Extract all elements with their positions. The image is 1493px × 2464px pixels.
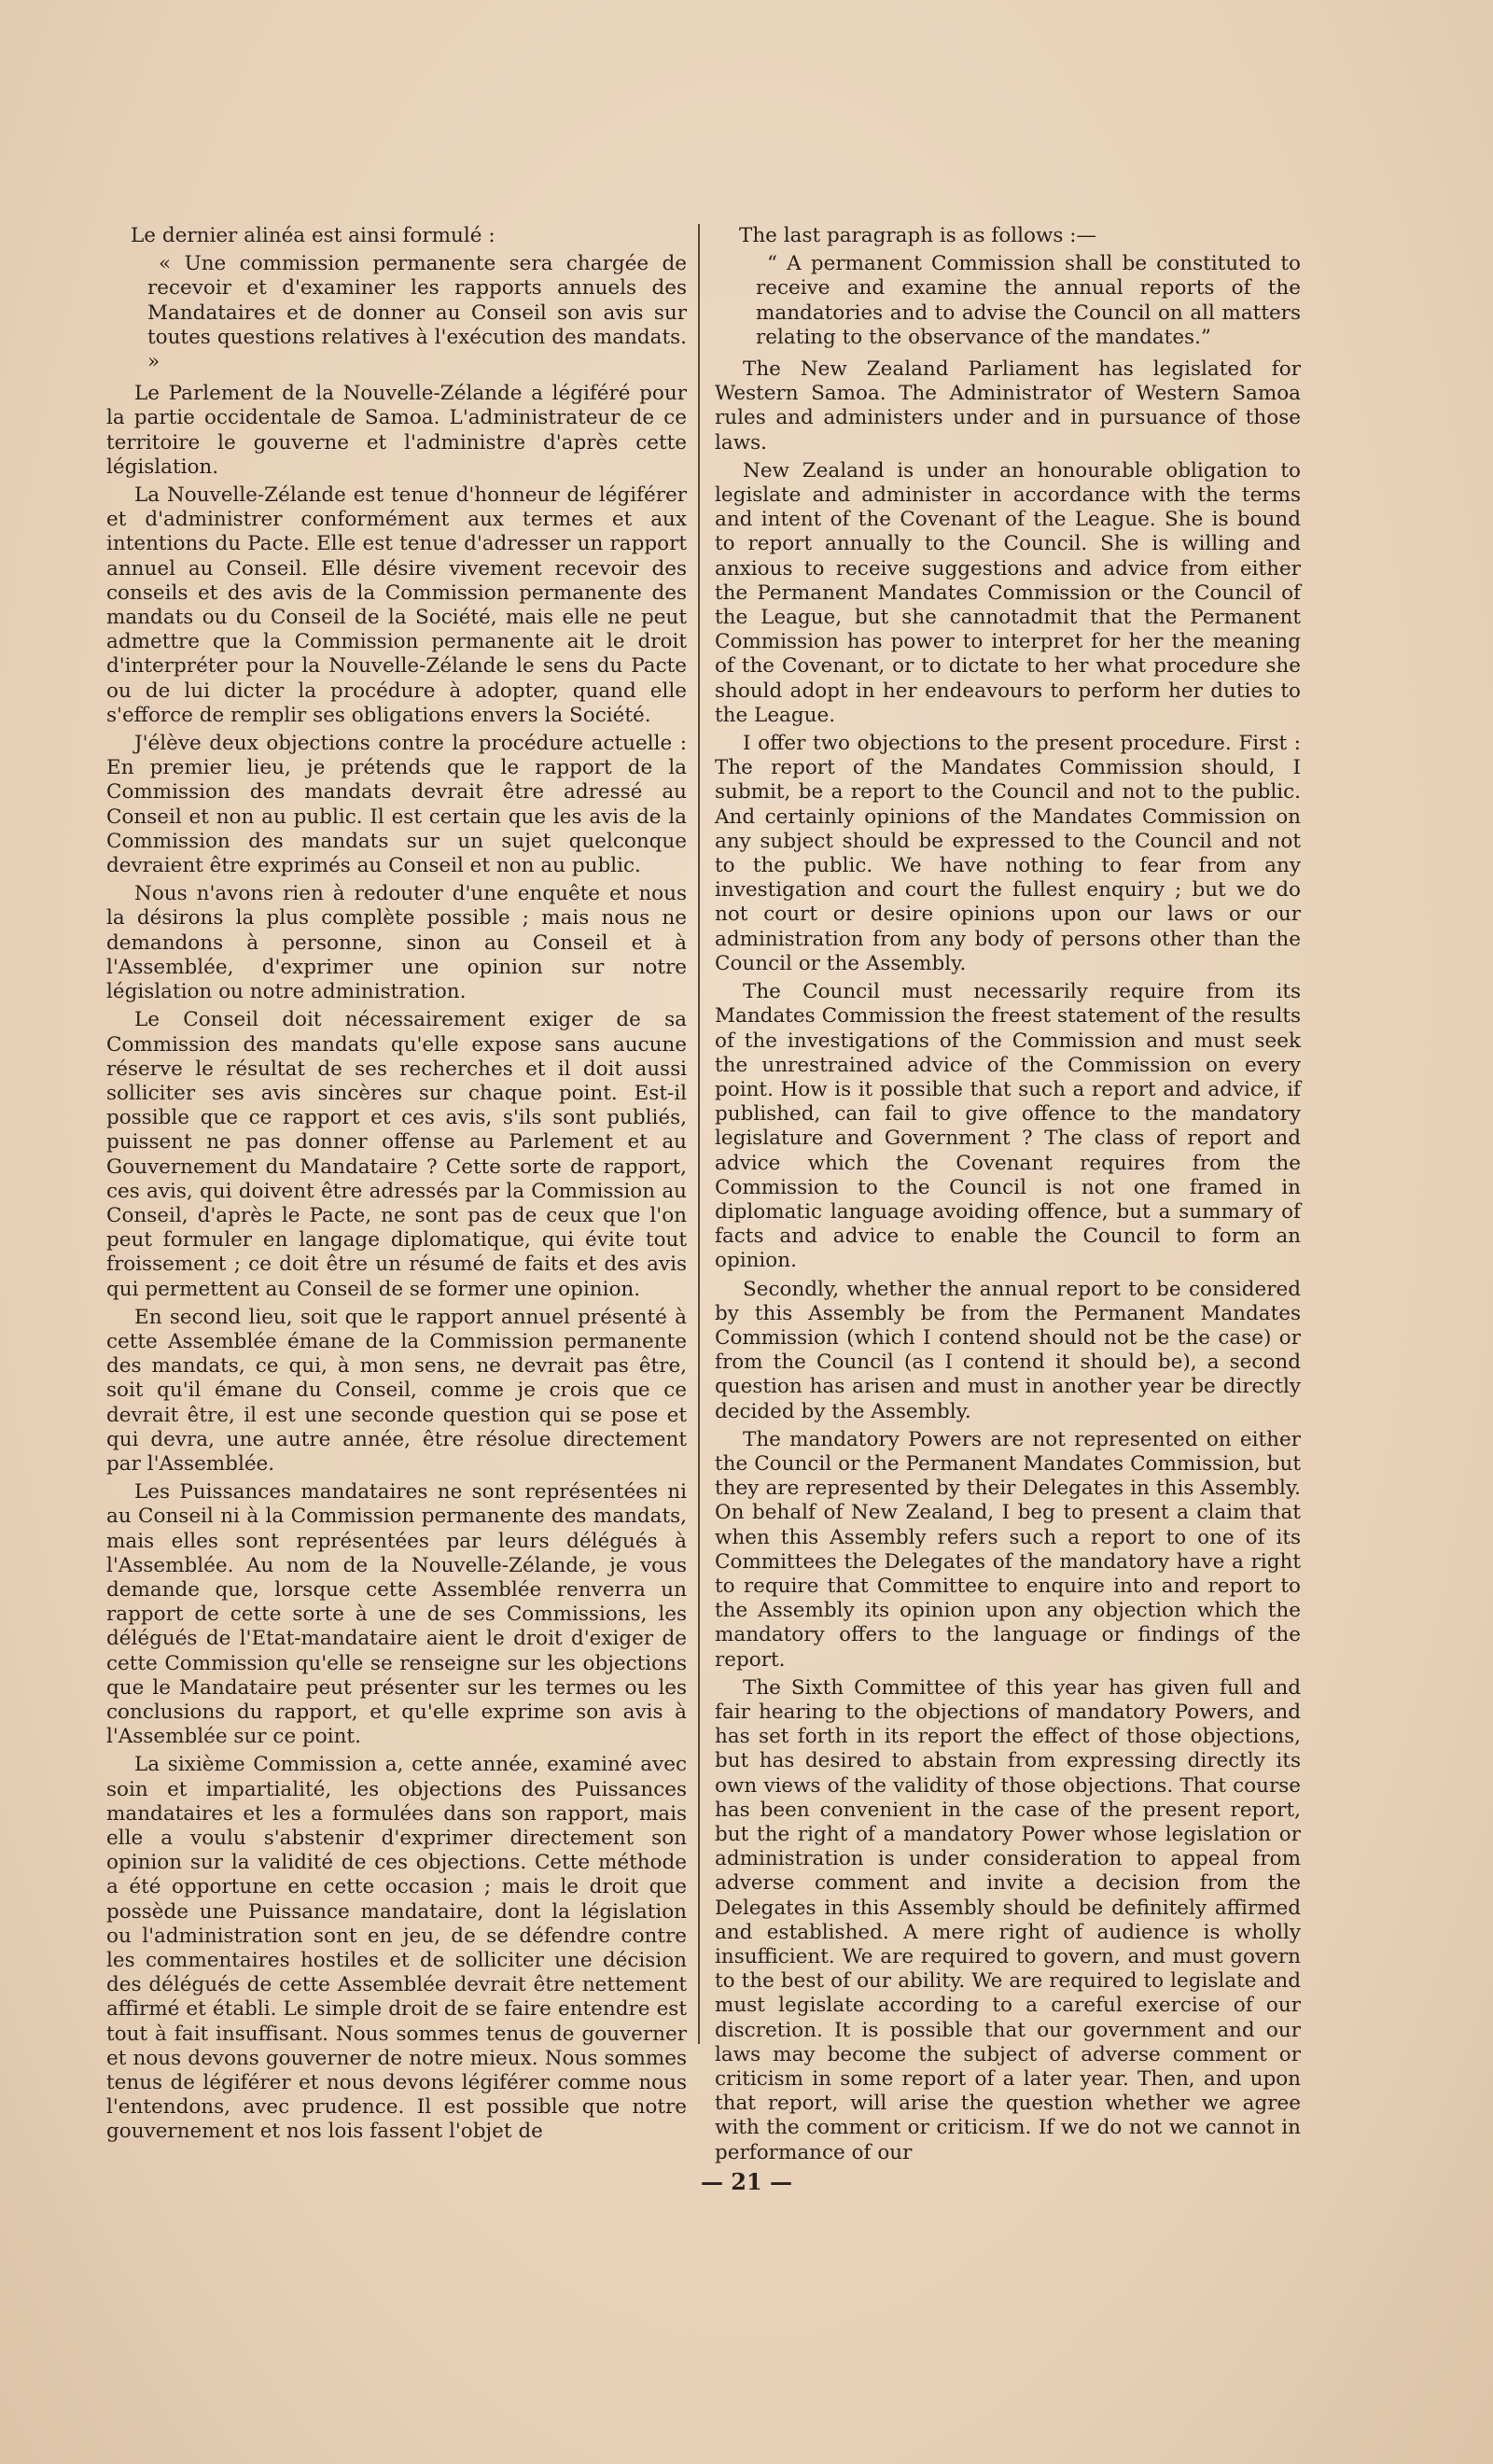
french-paragraph: Le Conseil doit nécessairement exiger de sa Commission des mandats qu'elle expose sans aucune réserve le résultat de ses recherches et il doit aussi solliciter ses avis sincères sur chaque point. Est-il possible que ce rapport et ces avis, s'ils sont publiés, puissent ne pas donner offense au Parlement et au Gouvernement du Mandataire ? Cette sorte de rapport, ces avis, qui doivent être adressés par la Commission au Conseil, d'après le Pacte, ne sont pas de ceux que l'on peut formuler en langage diplomatique, qui évite tout froissement ; ce doit être un résumé de faits et des avis qui permettent au Conseil de se former une opinion.	[106, 1008, 687, 1301]
english-paragraph: I offer two objections to the present procedure. First : The report of the Mandates Commission should, I submit, be a report to the Council and not to the public. And certainly opinions of the Mandates Commission on any subject should be expressed to the Council and not to the public. We have nothing to fear from any investigation and court the fullest enquiry ; but we do not court or desire opinions upon our laws or our administration from any body of persons other than the Council or the Assembly.	[715, 732, 1301, 975]
french-paragraph: Le Parlement de la Nouvelle-Zélande a légiféré pour la partie occidentale de Samoa. L'administrateur de ce territoire le gouverne et l'administre d'après cette législation.	[106, 382, 687, 479]
english-paragraph: Secondly, whether the annual report to be considered by this Assembly be from the Permanent Mandates Commission (which I contend should not be the case) or from the Council (as I contend it should be), a second question has arisen and must in another year be directly decided by the Assembly.	[715, 1277, 1301, 1423]
english-paragraph: The New Zealand Parliament has legislated for Western Samoa. The Administrator of Western Samoa rules and administers under and in pursuance of those laws.	[715, 357, 1301, 455]
french-column	[106, 224, 687, 2149]
french-quote: « Une commission permanente sera chargée de recevoir et d'examiner les rapports annuels des Mandataires et de donner au Conseil son avis sur toutes questions relatives à l'exécution des mandats. »	[147, 252, 687, 374]
french-paragraph: J'élève deux objections contre la procédure actuelle : En premier lieu, je prétends que le rapport de la Commission des mandats devrait être adressé au Conseil et non au public. Il est certain que les avis de la Commission des mandats sur un sujet quelconque devraient être exprimés au Conseil et non au public.	[106, 732, 687, 878]
english-quote: “ A permanent Commission shall be constituted to receive and examine the annual reports of the mandatories and to advise the Council on all matters relating to the observance of the mandates.”	[756, 252, 1301, 349]
english-paragraph: The Council must necessarily require from its Mandates Commission the freest statement of the results of the investigations of the Commission and must seek the unrestrained advice of the Commission on every point. How is it possible that such a report and advice, if published, can fail to give offence to the mandatory legislature and Government ? The class of report and advice which the Covenant requires from the Commission to the Council is not one framed in diplomatic language avoiding offence, but a summary of facts and advice to enable the Council to form an opinion.	[715, 980, 1301, 1273]
french-paragraph: Les Puissances mandataires ne sont représentées ni au Conseil ni à la Commission permanente des mandats, mais elles sont représentées par leurs délégués à l'Assemblée. Au nom de la Nouvelle-Zélande, je vous demande que, lorsque cette Assemblée renverra un rapport de cette sorte à une de ses Commissions, les délégués de l'Etat-mandataire aient le droit d'exiger de cette Commission qu'elle se renseigne sur les objections que le Mandataire peut présenter sur les termes ou les conclusions du rapport, et qu'elle exprime son avis à l'Assemblée sur ce point.	[106, 1480, 687, 1749]
french-paragraph: La Nouvelle-Zélande est tenue d'honneur de légiférer et d'administrer conformément aux termes et aux intentions du Pacte. Elle est tenue d'adresser un rapport annuel au Conseil. Elle désire vivement recevoir des conseils et des avis de la Commission permanente des mandats ou du Conseil de la Société, mais elle ne peut admettre que la Commission permanente ait le droit d'interpréter pour la Nouvelle-Zélande le sens du Pacte ou de lui dicter la procédure à adopter, quand elle s'efforce de remplir ses obligations envers la Société.	[106, 483, 687, 727]
english-intro: The last paragraph is as follows :—	[739, 224, 1096, 247]
french-paragraph: Nous n'avons rien à redouter d'une enquête et nous la désirons la plus complète possible ; mais nous ne demandons à personne, sinon au Conseil et à l'Assemblée, d'exprimer une opinion sur notre législation ou notre administration.	[106, 882, 687, 1004]
french-intro: Le dernier alinéa est ainsi formulé :	[131, 224, 495, 247]
english-column	[715, 224, 1301, 2169]
french-paragraph: La sixième Commission a, cette année, examiné avec soin et impartialité, les objections des Puissances mandataires et les a formulées dans son rapport, mais elle a voulu s'abstenir d'exprimer directement son opinion sur la validité de ces objections. Cette méthode a été opportune en cette occasion ; mais le droit que possède une Puissance mandataire, dont la législation ou l'administration sont en jeu, de se défendre contre les commentaires hostiles et de solliciter une décision des délégués de cette Assemblée devrait être nettement affirmé et établi. Le simple droit de se faire entendre est tout à fait insuffisant. Nous sommes tenus de gouverner et nous devons gouverner de notre mieux. Nous sommes tenus de légiférer et nous devons légiférer comme nous l'entendons, avec prudence. Il est possible que notre gouvernement et nos lois fassent l'objet de	[106, 1753, 687, 2144]
page-number: — 21 —	[700, 2168, 793, 2195]
english-paragraph: New Zealand is under an honourable obligation to legislate and administer in accordance with the terms and intent of the Covenant of the League. She is bound to report annually to the Council. She is willing and anxious to receive suggestions and advice from either the Permanent Mandates Commission or the Council of the League, but she cannotadmit that the Permanent Commission has power to interpret for her the meaning of the Covenant, or to dictate to her what procedure she should adopt in her endeavours to perform her duties to the League.	[715, 458, 1301, 727]
english-paragraph: The mandatory Powers are not represented on either the Council or the Permanent Mandates Commission, but they are represented by their Delegates in this Assembly. On behalf of New Zealand, I beg to present a claim that when this Assembly refers such a report to one of its Committees the Delegates of the mandatory have a right to require that Committee to enquire into and report to the Assembly its opinion upon any objection which the mandatory offers to the language or findings of the report.	[715, 1427, 1301, 1672]
english-paragraph: The Sixth Committee of this year has given full and fair hearing to the objections of mandatory Powers, and has set forth in its report the effect of those objections, but has desired to abstain from expressing directly its own views of the validity of those objections. That course has been convenient in the case of the present report, but the right of a mandatory Power whose legislation or administration is under consideration to appeal from adverse comment and invite a decision from the Delegates in this Assembly should be definitely affirmed and established. A mere right of audience is wholly insufficient. We are required to govern, and must govern to the best of our ability. We are required to legislate and must legislate according to a careful exercise of our discretion. It is possible that our government and our laws may become the subject of adverse comment or criticism in some report of a later year. Then, and upon that report, will arise the question whether we agree with the comment or criticism. If we do not we cannot in performance of our	[715, 1675, 1301, 2164]
column-divider	[698, 224, 700, 2044]
french-paragraph: En second lieu, soit que le rapport annuel présenté à cette Assemblée émane de la Commission permanente des mandats, ce qui, à mon sens, ne devrait pas être, soit qu'il émane du Conseil, comme je crois que ce devrait être, il est une seconde question qui se pose et qui devra, une autre année, être résolue directement par l'Assemblée.	[106, 1305, 687, 1476]
